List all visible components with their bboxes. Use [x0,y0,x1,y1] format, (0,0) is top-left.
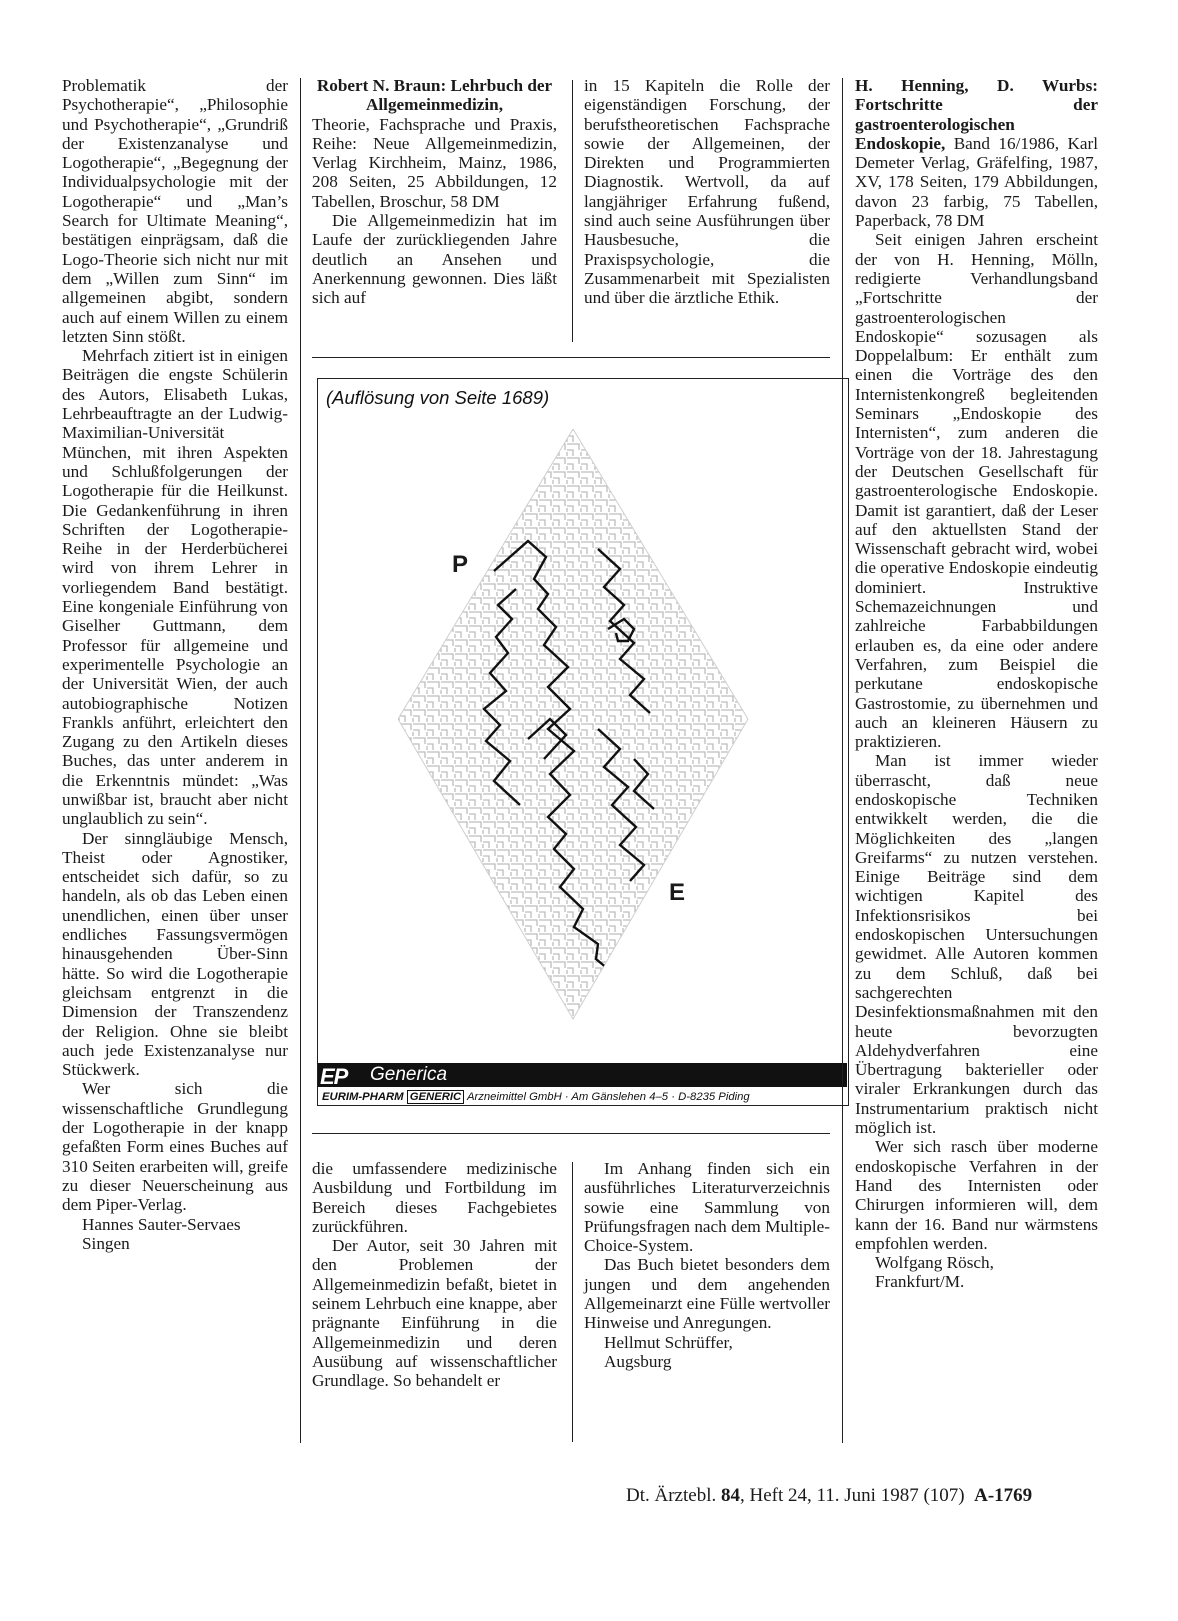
paragraph: Seit einigen Jahren erscheint der von H. Henning, Mölln, redigierte Verhandlungsband „Fortschritte der gastroenterologischen Endoskopie“ sozusagen als Doppelalbum: Er enthält zum einen die Vorträge des den Internistenkongreß begleitenden Seminars „Endoskopie des Internisten“, zum anderen die Vorträge von der 18. Jahrestagung der Deutschen Gesellschaft für gastroenterologische Endoskopie. Damit ist garantiert, daß der Leser auf den aktuellsten Stand der Wissenschaft gebracht wird, wobei die operative Endoskopie eindeutig dominiert. Instruktive Schemazeichnungen und zahlreiche Farbabbildungen erlauben es, da eine oder andere Verfahren, zum Beispiel die perkutane endoskopische Gastrostomie, zu übernehmen und auch an kleineren Häusern zu praktizieren. [855,230,1098,752]
paragraph: Der sinngläubige Mensch, Theist oder Agnostiker, entscheidet sich dafür, so zu handeln, als ob das Leben einen unendlichen, einen über unser endliches Fassungsvermögen hinausgehenden Über-Sinn hätte. So wird die Logotherapie gleichsam entgrenzt in die Dimension der Transzendenz der Religion. Ohne sie bleibt auch jede Existenzanalyse nur Stückwerk. [62,828,288,1080]
company-prefix: EURIM-PHARM [322,1091,404,1103]
paragraph: Problematik der Psychotherapie“, „Philosophie und Psychotherapie“, „Grundriß der Existenzanalyse und Logotherapie“, „Begegnung der Individualpsychologie mit der Logotherapie“ und „Man’s Search for Ultimate Meaning“, bestätigen einprägsam, daß die Logo-Theorie sich nicht nur mit dem „Willen zum Sinn“ im allgemeinen abgibt, sondern auch auf einem Willen zu einem letzten Sinn stößt. [62,76,288,346]
paragraph: Mehrfach zitiert ist in einigen Beiträgen die engste Schülerin des Autors, Elisabeth Lukas, Lehrbeauftragte an der Ludwig-Maximilian-Universität München, mit ihren Aspekten und Schlußfolgerungen der Logotherapie für die Heilkunst. Die Gedankenführung in ihren Schriften der Logotherapie-Reihe in der Herderbücherei wird von ihrem Lehrer in vorliegendem Band bestätigt. Eine kongeniale Einführung von Giselher Guttmann, dem Professor für allgemeine und experimentelle Psychologie an der Universität Wien, der auch autobiographische Notizen Frankls anführt, erleichtert den Zugang zu den Artikeln dieses Buches, das unter anderem in die Erkenntnis mündet: „Was unwißbar ist, braucht aber nicht unglaublich zu sein“. [62,346,288,829]
author-signature: Hellmut Schrüffer, [604,1332,733,1352]
author-signature: Wolfgang Rösch, [875,1253,994,1273]
column-divider [572,1162,573,1442]
article-column-4 [855,76,1098,1292]
page-number: A-1769 [974,1485,1033,1506]
brand-bar [318,1063,847,1087]
paragraph: Die Allgemeinmedizin hat im Laufe der zurückliegenden Jahre deutlich an Ansehen und Anerkennung gewonnen. Dies läßt sich auf [312,211,557,308]
author-location: Frankfurt/M. [875,1272,965,1292]
page-footer [626,1485,1032,1507]
maze-start-label: P [452,551,469,578]
journal-issue: , Heft 24, 11. Juni 1987 (107) [739,1485,965,1506]
paragraph: Der Autor, seit 30 Jahren mit den Problemen der Allgemeinmedizin befaßt, bietet in seinem Lehrbuch eine knappe, aber prägnante Einführung in die Allgemeinmedizin und deren Ausübung auf wissenschaftlicher Grundlage. So behandelt er [312,1236,557,1391]
maze-solution-figure [398,429,758,1029]
company-box: GENERIC [407,1090,464,1104]
paragraph: Das Buch bietet besonders dem jungen und dem angehenden Allgemeinarzt eine Fülle wertvoller Hinweise und Anregungen. [584,1255,830,1333]
horizontal-rule [312,1133,830,1134]
article-column-2-bottom [312,1159,557,1391]
article-column-2-top [312,76,557,308]
paragraph: die umfassendere medizinische Ausbildung und Fortbildung im Bereich dieses Fachgebietes zurückführen. [312,1159,557,1236]
journal-volume: 84 [720,1485,740,1506]
column-divider [842,78,843,1443]
author-signature: Hannes Sauter-Servaes [82,1214,241,1234]
maze-end-label: E [669,879,686,906]
paragraph: Band 16/1986, Karl Demeter Verlag, Gräfelfing, 1987, XV, 178 Seiten, 179 Abbildungen, davon 23 farbig, 75 Tabellen, Paperback, 78 DM [855,133,1098,231]
brand-name: Generica [370,1064,448,1085]
paragraph: Man ist immer wieder überrascht, daß neue endoskopische Techniken entwikkelt werden, die die Möglichkeiten des „langen Greifarms“ zu nutzen verstehen. Einige Beiträge sind dem wichtigen Kapitel des Infektionsrisikos bei endoskopischen Untersuchungen gewidmet. Alle Autoren kommen zu dem Schluß, daß bei sachgerechten Desinfektionsmaßnahmen mit den heute bevorzugten Aldehydverfahren eine Übertragung bakterieller oder viraler Erkrankungen durch das Instrumentarium praktisch nicht möglich ist. [855,751,1098,1138]
paragraph: Theorie, Fachsprache und Praxis, Reihe: Neue Allgemeinmedizin, Verlag Kirchheim, Mainz, 1986, 208 Seiten, 25 Abbildungen, 12 Tabellen, Broschur, 58 DM [312,114,557,211]
horizontal-rule [312,357,830,358]
paragraph: Im Anhang finden sich ein ausführliches Literaturverzeichnis sowie eine Sammlung von Prüfungsfragen nach dem Multiple-Choice-System. [584,1159,830,1256]
company-line [322,1091,750,1103]
author-location: Singen [82,1233,130,1253]
paragraph: Wer sich rasch über moderne endoskopische Verfahren in der Hand des Internisten oder Chirurgen informieren will, dem kann der 16. Band nur wärmstens empfohlen werden. [855,1137,1098,1253]
puzzle-caption: (Auflösung von Seite 1689) [326,387,550,408]
company-address: Arzneimittel GmbH · Am Gänslehen 4–5 · D-8235 Piding [466,1091,750,1103]
review-heading: H. Henning, D. Wurbs: Fortschritte der gastroenterologischen Endoskopie, [855,76,1098,153]
column-divider [572,80,573,342]
article-column-3-bottom [584,1159,830,1371]
advertisement-box [317,378,849,1106]
column-divider [300,78,301,1443]
article-column-3-top [584,76,830,308]
brand-logo: EP [320,1064,348,1089]
article-column-1 [62,76,288,1253]
author-location: Augsburg [604,1351,672,1371]
journal-name: Dt. Ärztebl. [626,1485,717,1506]
paragraph: Wer sich die wissenschaftliche Grundlegung der Logotherapie in der knapp gefaßten Form eines Buches auf 310 Seiten erarbeiten will, greife zu dieser Neuerscheinung aus dem Piper-Verlag. [62,1079,288,1215]
review-heading: Robert N. Braun: Lehrbuch der Allgemeinmedizin, [316,76,553,115]
paragraph: in 15 Kapiteln die Rolle der eigenständigen Forschung, der berufstheoretischen Fachsprache sowie der Allgemeinen, der Direkten und Programmierten Diagnostik. Wertvoll, da auf langjähriger Erfahrung fußend, sind auch seine Ausführungen über Hausbesuche, die Praxispsychologie, die Zusammenarbeit mit Spezialisten und über die ärztliche Ethik. [584,76,830,308]
